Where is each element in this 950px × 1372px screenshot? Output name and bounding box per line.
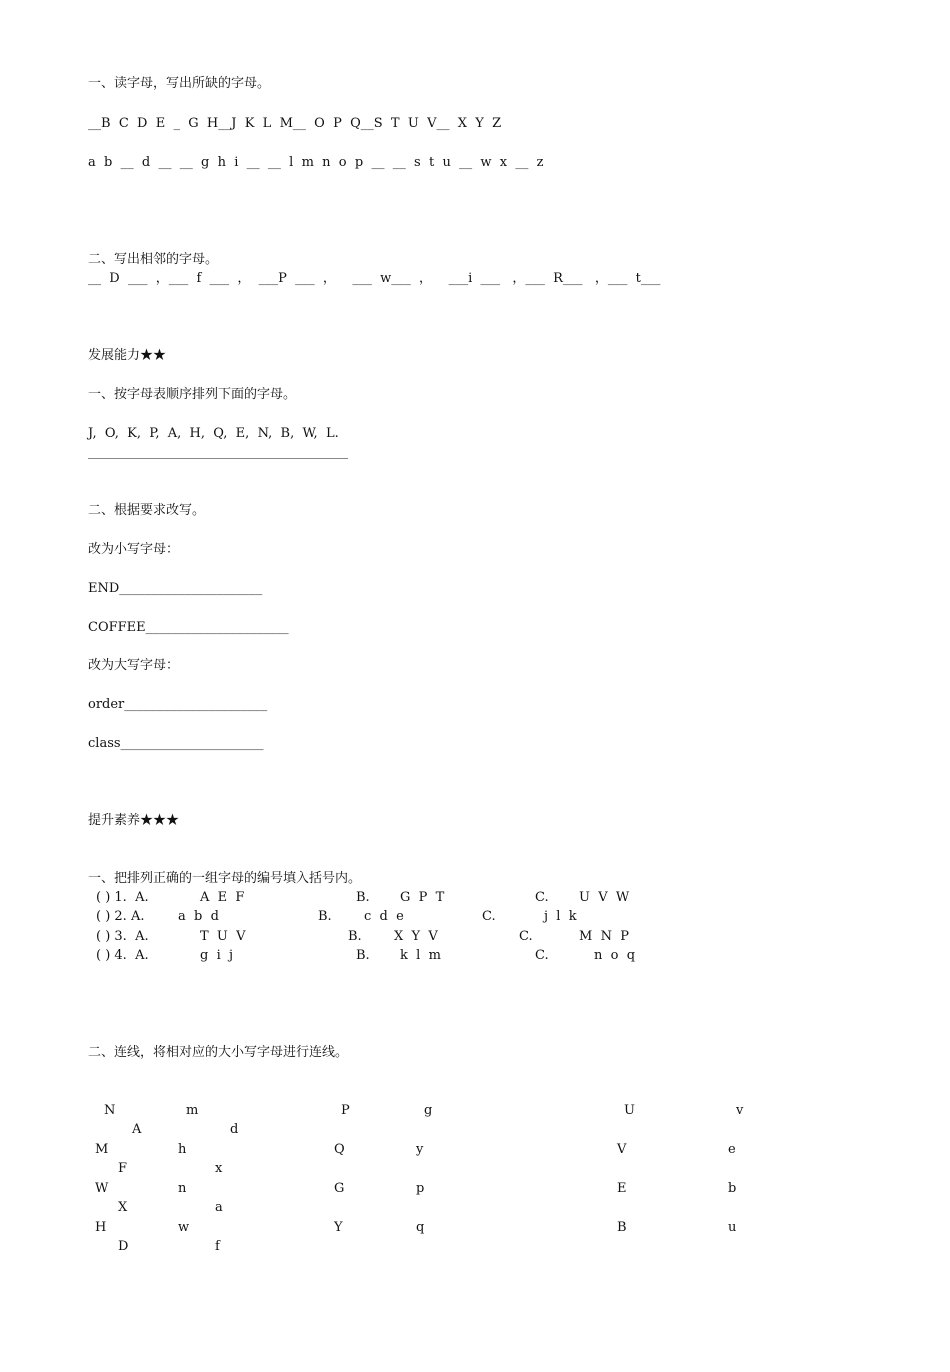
lowercase-letter[interactable]: f <box>215 1239 220 1254</box>
choice-c: U V W <box>579 890 630 905</box>
uppercase-letter[interactable]: N <box>104 1103 116 1118</box>
advanced-heading: 提升素养★★★ <box>88 813 180 828</box>
choice-c-label: C. <box>482 909 496 924</box>
choice-number[interactable]: ( ) 1. A. <box>96 890 149 905</box>
order-question-title: 一、按字母表顺序排列下面的字母。 <box>88 387 297 402</box>
choice-a: g i j <box>200 948 234 963</box>
choice-c-label: C. <box>535 890 549 905</box>
choice-b: k l m <box>400 948 441 963</box>
lowercase-letter[interactable]: m <box>186 1103 199 1118</box>
lowercase-letter[interactable]: h <box>178 1142 187 1157</box>
uppercase-letter[interactable]: B <box>617 1220 627 1235</box>
rewrite-item-end[interactable]: END______________________ <box>88 581 263 596</box>
lowercase-letter[interactable]: v <box>736 1103 744 1118</box>
matching-question-title: 二、连线，将相对应的大小写字母进行连线。 <box>88 1045 349 1060</box>
letters-to-order: J, O, K, P, A, H, Q, E, N, B, W, L. <box>88 426 339 441</box>
rewrite-item-class[interactable]: class______________________ <box>88 736 264 751</box>
section2-title: 二、写出相邻的字母。 <box>88 252 219 267</box>
uppercase-letter[interactable]: U <box>624 1103 635 1118</box>
uppercase-letter[interactable]: P <box>341 1103 350 1118</box>
lowercase-sequence: a b __ d __ __ g h i __ __ l m n o p __ __ s t u __ w x __ z <box>88 155 544 170</box>
rewrite-item-order[interactable]: order______________________ <box>88 697 268 712</box>
uppercase-letter[interactable]: X <box>118 1200 128 1215</box>
choice-question-title: 一、把排列正确的一组字母的编号填入括号内。 <box>88 871 362 886</box>
development-heading: 发展能力★★ <box>88 348 167 363</box>
choice-b: G P T <box>400 890 445 905</box>
uppercase-letter[interactable]: F <box>118 1161 128 1176</box>
lowercase-letter[interactable]: g <box>424 1103 433 1118</box>
uppercase-letter[interactable]: W <box>95 1181 109 1196</box>
uppercase-letter[interactable]: Y <box>334 1220 343 1235</box>
lowercase-letter[interactable]: q <box>416 1220 425 1235</box>
rewrite-item-coffee[interactable]: COFFEE______________________ <box>88 620 289 635</box>
choice-b: c d e <box>364 909 404 924</box>
choice-number[interactable]: ( ) 4. A. <box>96 948 149 963</box>
lowercase-letter[interactable]: b <box>728 1181 737 1196</box>
uppercase-letter[interactable]: H <box>95 1220 107 1235</box>
uppercase-letter[interactable]: E <box>617 1181 627 1196</box>
choice-a: T U V <box>200 929 246 944</box>
answer-line[interactable] <box>88 458 348 459</box>
choice-a: a b d <box>178 909 219 924</box>
lowercase-letter[interactable]: y <box>416 1142 424 1157</box>
uppercase-letter[interactable]: G <box>334 1181 345 1196</box>
rewrite-question-title: 二、根据要求改写。 <box>88 503 206 518</box>
uppercase-letter[interactable]: M <box>95 1142 109 1157</box>
lowercase-letter[interactable]: w <box>178 1220 190 1235</box>
choice-c: j l k <box>544 909 577 924</box>
choice-b-label: B. <box>318 909 332 924</box>
uppercase-letter[interactable]: D <box>118 1239 129 1254</box>
lowercase-letter[interactable]: d <box>230 1122 239 1137</box>
lowercase-letter[interactable]: e <box>728 1142 736 1157</box>
choice-b-label: B. <box>356 948 370 963</box>
uppercase-letter[interactable]: Q <box>334 1142 345 1157</box>
choice-c: n o q <box>594 948 636 963</box>
to-uppercase-label: 改为大写字母： <box>88 658 180 673</box>
lowercase-letter[interactable]: n <box>178 1181 187 1196</box>
lowercase-letter[interactable]: a <box>215 1200 223 1215</box>
choice-a: A E F <box>200 890 245 905</box>
choice-number[interactable]: ( ) 3. A. <box>96 929 149 944</box>
neighbor-letters-line: __ D ___ ，___ f ___ ， ___P ___ ， ___ w___ ， ___i ___ ，___ R___ ，___ t___ <box>88 271 661 286</box>
section1-title: 一、读字母，写出所缺的字母。 <box>88 76 271 91</box>
lowercase-letter[interactable]: u <box>728 1220 737 1235</box>
choice-c-label: C. <box>519 929 533 944</box>
uppercase-letter[interactable]: V <box>617 1142 627 1157</box>
choice-c-label: C. <box>535 948 549 963</box>
to-lowercase-label: 改为小写字母： <box>88 542 180 557</box>
choice-c: M N P <box>579 929 629 944</box>
lowercase-letter[interactable]: p <box>416 1181 425 1196</box>
choice-b-label: B. <box>348 929 362 944</box>
choice-number[interactable]: ( ) 2. A. <box>96 909 145 924</box>
uppercase-sequence: __B C D E _ G H__J K L M__ O P Q__S T U V__ X Y Z <box>88 116 502 131</box>
choice-b: X Y V <box>394 929 438 944</box>
lowercase-letter[interactable]: x <box>215 1161 223 1176</box>
choice-b-label: B. <box>356 890 370 905</box>
uppercase-letter[interactable]: A <box>132 1122 142 1137</box>
